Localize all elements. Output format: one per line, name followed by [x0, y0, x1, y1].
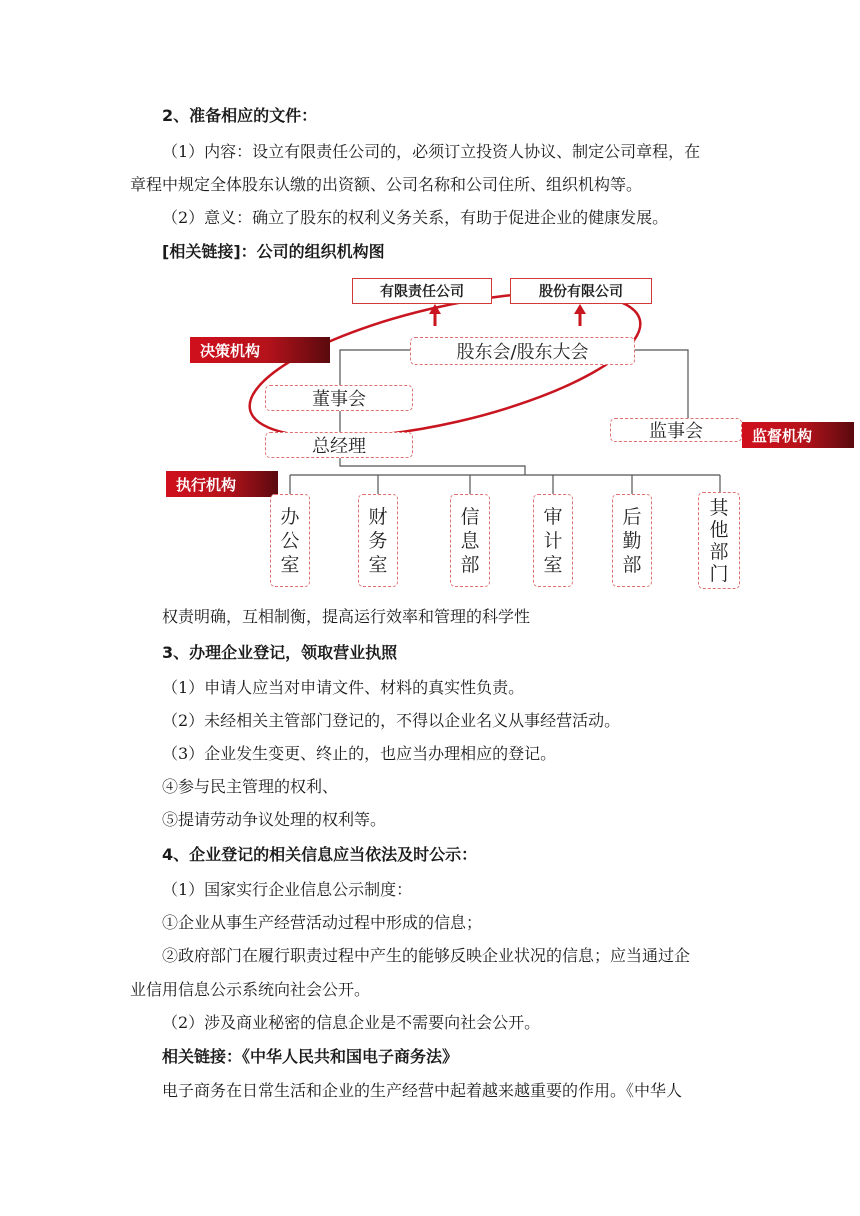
paragraph-content-line1: （1）内容：设立有限责任公司的，必须订立投资人协议、制定公司章程，在 — [162, 142, 701, 161]
paragraph-content-line2: 章程中规定全体股东认缴的出资额、公司名称和公司住所、组织机构等。 — [130, 175, 643, 194]
dept-char: 室 — [280, 553, 300, 576]
dept-char: 财 — [368, 505, 388, 528]
disclosure-item-3-line2: 业信用信息公示系统向社会公开。 — [130, 980, 371, 999]
dept-char: 后 — [622, 505, 642, 528]
board-of-directors-box: 董事会 — [265, 385, 413, 411]
disclosure-item-2: ①企业从事生产经营活动过程中形成的信息； — [162, 913, 483, 932]
related-link-ecommerce-law: 相关链接：《中华人民共和国电子商务法》 — [162, 1047, 459, 1066]
connector-shareholders-board — [340, 350, 410, 385]
disclosure-item-3-line1: ②政府部门在履行职责过程中产生的能够反映企业状况的信息；应当通过企 — [162, 946, 691, 965]
related-link-org-chart: [相关链接]：公司的组织机构图 — [162, 242, 385, 261]
supervision-tag: 监督机构 — [742, 422, 854, 448]
dept-char: 部 — [709, 540, 729, 563]
dept-char: 他 — [709, 518, 729, 541]
department-logistics — [612, 494, 652, 587]
dept-char: 务 — [368, 529, 388, 552]
dept-char: 部 — [460, 553, 480, 576]
department-other — [698, 492, 740, 589]
shareholders-meeting-box: 股东会/股东大会 — [410, 337, 635, 365]
connector-gm-bus — [340, 458, 525, 475]
dept-char: 办 — [280, 505, 300, 528]
arrow-right-head — [574, 304, 586, 314]
department-office — [270, 494, 310, 587]
section-heading-2: 2、准备相应的文件： — [162, 106, 318, 125]
dept-char: 其 — [709, 496, 729, 519]
dept-char: 门 — [709, 562, 729, 585]
dept-char: 勤 — [622, 529, 642, 552]
supervisory-board-box: 监事会 — [610, 418, 742, 442]
dept-char: 审 — [543, 505, 563, 528]
dept-char: 室 — [543, 553, 563, 576]
org-chart — [160, 270, 860, 600]
dept-char: 公 — [280, 529, 300, 552]
registration-item-2: （2）未经相关主管部门登记的，不得以企业名义从事经营活动。 — [162, 711, 621, 730]
dept-char: 计 — [543, 529, 563, 552]
dept-char: 室 — [368, 553, 388, 576]
decision-tag: 决策机构 — [190, 337, 330, 363]
chart-summary: 权责明确，互相制衡，提高运行效率和管理的科学性 — [162, 607, 531, 626]
joint-stock-company-box: 股份有限公司 — [510, 278, 652, 304]
paragraph-meaning: （2）意义：确立了股东的权利义务关系，有助于促进企业的健康发展。 — [162, 208, 669, 227]
registration-item-4: ④参与民主管理的权利、 — [162, 777, 339, 796]
department-audit — [533, 494, 573, 587]
registration-item-1: （1）申请人应当对申请文件、材料的真实性负责。 — [162, 678, 525, 697]
disclosure-item-1: （1）国家实行企业信息公示制度： — [162, 880, 413, 899]
dept-char: 信 — [460, 505, 480, 528]
registration-item-3: （3）企业发生变更、终止的，也应当办理相应的登记。 — [162, 744, 557, 763]
execution-tag: 执行机构 — [166, 471, 278, 497]
department-finance — [358, 494, 398, 587]
section-heading-3: 3、办理企业登记，领取营业执照 — [162, 643, 398, 662]
dept-char: 部 — [622, 553, 642, 576]
section-heading-4: 4、企业登记的相关信息应当依法及时公示： — [162, 845, 478, 864]
limited-liability-company-box: 有限责任公司 — [352, 278, 492, 304]
disclosure-item-4: （2）涉及商业秘密的信息企业是不需要向社会公开。 — [162, 1013, 541, 1032]
registration-item-5: ⑤提请劳动争议处理的权利等。 — [162, 810, 387, 829]
connector-shareholders-supervisors — [635, 350, 688, 418]
ecommerce-paragraph: 电子商务在日常生活和企业的生产经营中起着越来越重要的作用。《中华人 — [162, 1081, 683, 1100]
general-manager-box: 总经理 — [265, 432, 413, 458]
department-information — [450, 494, 490, 587]
dept-char: 息 — [460, 529, 480, 552]
